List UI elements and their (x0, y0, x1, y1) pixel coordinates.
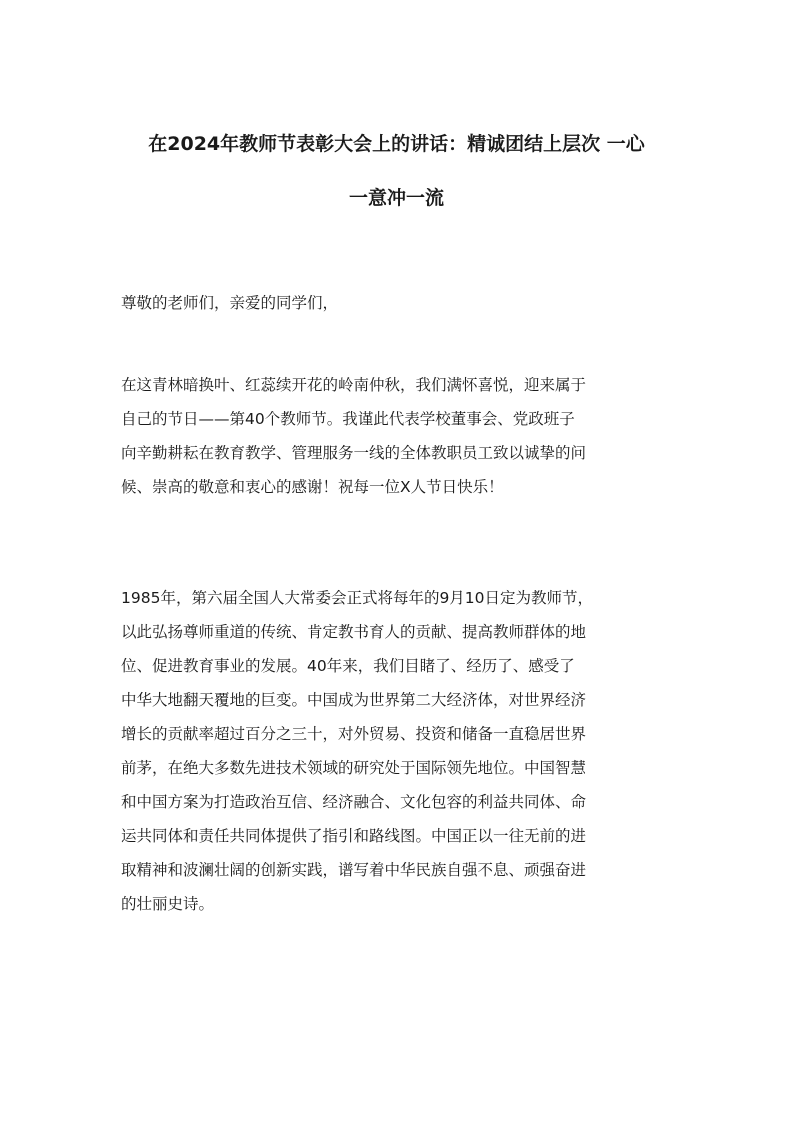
paragraph-line: 自己的节日——第40个教师节。我谨此代表学校董事会、党政班子 (121, 410, 575, 428)
paragraph-line: 中华大地翻天覆地的巨变。中国成为世界第二大经济体，对世界经济 (121, 691, 587, 709)
paragraph-line: 向辛勤耕耘在教育教学、管理服务一线的全体教职员工致以诚挚的问 (121, 444, 587, 462)
paragraph-line: 以此弘扬尊师重道的传统、肯定教书育人的贡献、提高教师群体的地 (121, 623, 587, 641)
title-line: 一意冲一流 (348, 187, 444, 209)
paragraph-line: 在这青林暗换叶、红蕊续开花的岭南仲秋，我们满怀喜悦，迎来属于 (121, 376, 587, 394)
paragraph-line: 前茅，在绝大多数先进技术领域的研究处于国际领先地位。中国智慧 (121, 759, 587, 777)
paragraph-line: 取精神和波澜壮阔的创新实践，谱写着中华民族自强不息、顽强奋进 (121, 861, 587, 879)
paragraph-line: 候、崇高的敬意和衷心的感谢！祝每一位X人节日快乐！ (121, 478, 504, 496)
paragraph-line: 和中国方案为打造政治互信、经济融合、文化包容的利益共同体、命 (121, 793, 587, 811)
title-line: 在2024年教师节表彰大会上的讲话：精诚团结上层次 一心 (148, 133, 645, 155)
paragraph-1 (121, 368, 674, 504)
paragraph-line: 位、促进教育事业的发展。40年来，我们目睹了、经历了、感受了 (121, 657, 575, 675)
paragraph-2 (121, 581, 674, 921)
paragraph-line: 1985年，第六届全国人大常委会正式将每年的9月10日定为教师节， (121, 589, 594, 607)
paragraph-line: 增长的贡献率超过百分之三十，对外贸易、投资和储备一直稳居世界 (121, 725, 587, 743)
salutation-line: 尊敬的老师们，亲爱的同学们， (121, 294, 339, 312)
paragraph-line: 的壮丽史诗。 (121, 895, 215, 913)
document-title (115, 117, 678, 225)
salutation (121, 286, 674, 320)
paragraph-line: 运共同体和责任共同体提供了指引和路线图。中国正以一往无前的进 (121, 827, 587, 845)
